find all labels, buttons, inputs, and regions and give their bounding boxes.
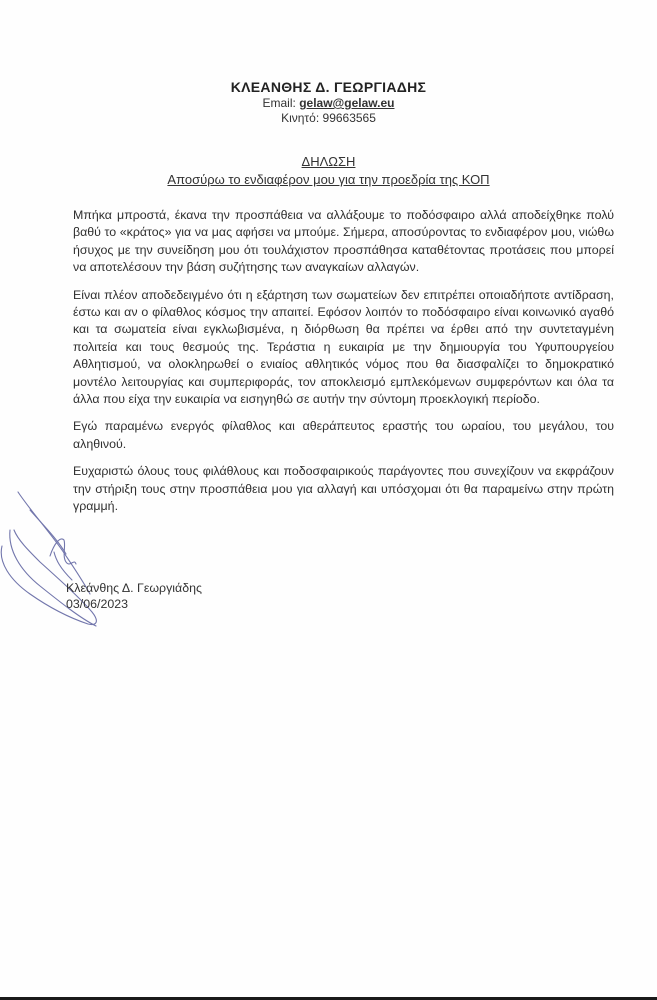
- phone-label: Κινητό:: [281, 111, 320, 125]
- paragraph: Μπήκα μπροστά, έκανα την προσπάθεια να αλλάξουμε το ποδόσφαιρο αλλά αποδείχθηκε πολύ βαθύ το «κράτος» για να μας αφήσει να μπούμε. Σήμερα, αποσύροντας το ενδιαφέρον μου, νιώθω ήσυχος με την συνείδηση μου ότι τουλάχιστον προσπάθησα καταθέτοντας προτάσεις που μπορεί να αποτελέσουν την βάση συζήτησης των αναγκαίων αλλαγών.: [73, 208, 614, 275]
- paragraph: Εγώ παραμένω ενεργός φίλαθλος και αθεράπευτος εραστής του ωραίου, του μεγάλου, του αληθινού.: [73, 419, 614, 451]
- paragraph: Ευχαριστώ όλους τους φιλάθλους και ποδοσφαιρικούς παράγοντες που συνεχίζουν να εκφράζουν την στήριξη τους στην προσπάθεια μου για αλλαγή και υπόσχομαι ότι θα παραμείνω στην πρώτη γραμμή.: [73, 464, 614, 514]
- email-line: [0, 96, 657, 111]
- signatory-name: Κλεάνθης Δ. Γεωργιάδης: [66, 581, 202, 595]
- document-title: ΔΗΛΩΣΗ: [301, 154, 356, 169]
- document-body: [73, 207, 614, 526]
- phone-line: [0, 111, 657, 126]
- document-titles: [0, 153, 657, 189]
- paragraph: Είναι πλέον αποδεδειγμένο ότι η εξάρτηση των σωματείων δεν επιτρέπει οποιαδήποτε αντίδραση, έστω και αν ο φίλαθλος κόσμος την απαιτεί. Εφόσον λοιπόν το ποδόσφαιρο είναι κοινωνικό αγαθό και τα σωματεία είναι εγκλωβισμένα, η διόρθωση θα πρέπει να έρθει από την συντεταγμένη πολιτεία και τους θεσμούς της. Τεράστια η ευκαιρία με την δημιουργία του Υφυπουργείου Αθλητισμού, να ολοκληρωθεί ο ενιαίος αθλητικός νόμος που θα διασφαλίζει το δημοκρατικό μοντέλο λειτουργίας και συμπεριφοράς, τον αποκλεισμό εμπλεκόμενων συμφερόντων και όλα τα άλλα που είχα την ευκαιρία να εισηγηθώ σε αυτήν την σύντομη προεκλογική περίοδο.: [73, 287, 614, 407]
- signature-date: 03/06/2023: [66, 597, 129, 611]
- phone-number: 99663565: [322, 111, 376, 125]
- document-subtitle: Αποσύρω το ενδιαφέρον μου για την προεδρία της ΚΟΠ: [167, 172, 490, 187]
- email-link[interactable]: gelaw@gelaw.eu: [299, 96, 395, 110]
- author-name: ΚΛΕΑΝΘΗΣ Δ. ΓΕΩΡΓΙΑΔΗΣ: [230, 79, 427, 95]
- signature-block: [66, 580, 202, 612]
- email-label: Email:: [262, 96, 296, 110]
- letterhead: [0, 78, 657, 126]
